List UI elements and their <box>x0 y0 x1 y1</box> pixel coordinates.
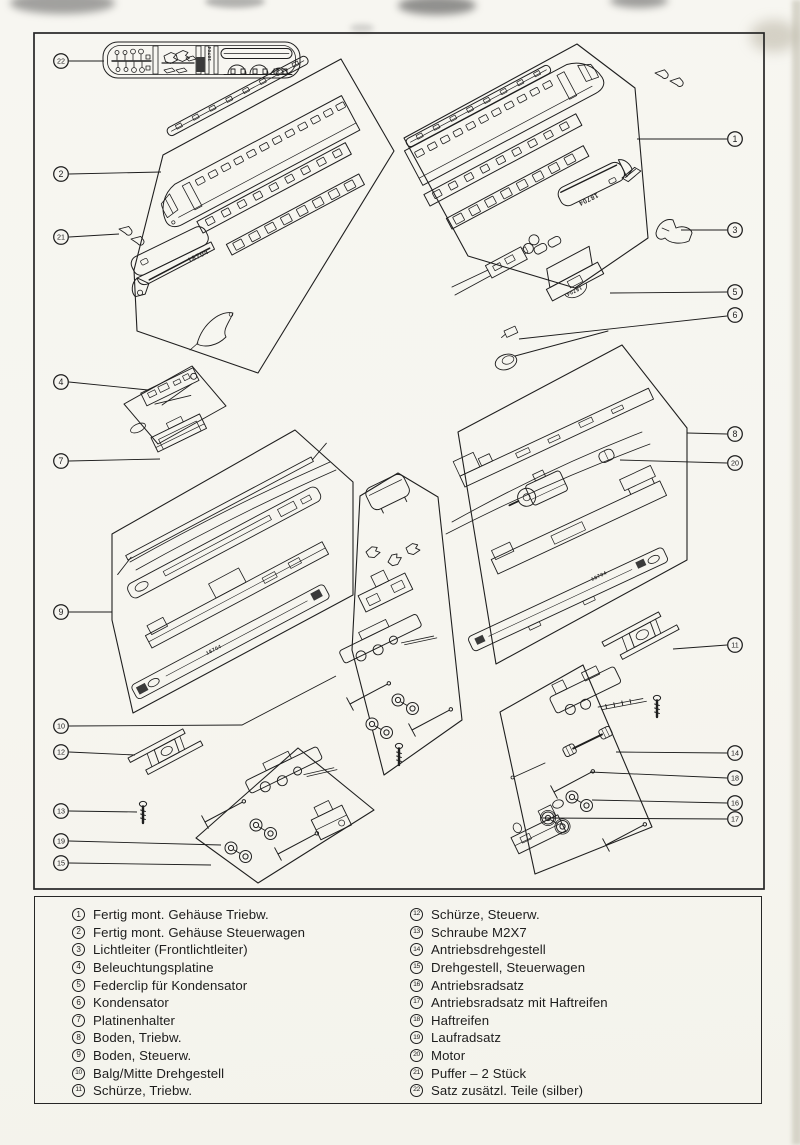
legend-item <box>72 1082 407 1100</box>
callout-number: 4 <box>58 377 64 388</box>
small-cylinders <box>533 235 562 255</box>
legend-item-number: 14 <box>410 943 423 956</box>
legend-item-label: Motor <box>431 1048 466 1064</box>
legend-item-number: 22 <box>410 1084 423 1097</box>
panel-mitte-drehgestell <box>335 472 462 775</box>
legend-item-label: Haftreifen <box>431 1012 490 1028</box>
part-number-label: 18704 <box>590 570 609 583</box>
legend-item-label: Schürze, Steuerw. <box>431 907 540 923</box>
legend-column-left <box>35 906 407 1103</box>
legend-item <box>410 1082 761 1100</box>
legend-item-number: 17 <box>410 996 423 1009</box>
callout-number: 10 <box>57 721 65 731</box>
legend-item-label: Antriebsradsatz <box>431 977 525 993</box>
legend-item <box>72 1047 407 1065</box>
schuerze-triebwagen-part <box>602 607 679 664</box>
legend-item <box>410 941 761 959</box>
federclip-kondensator <box>538 246 608 308</box>
kondensator-part <box>493 326 608 372</box>
legend-item-number: 8 <box>72 1031 85 1044</box>
legend-item-number: 15 <box>410 961 423 974</box>
legend-item-number: 2 <box>72 926 85 939</box>
callout-number: 3 <box>732 225 738 236</box>
parts-legend <box>34 896 762 1104</box>
callout-number: 17 <box>731 814 739 824</box>
legend-item <box>410 1029 761 1047</box>
callout-number: 2 <box>58 169 64 180</box>
panel-gehaeuse-triebwagen <box>404 44 648 288</box>
legend-item <box>410 976 761 994</box>
legend-item-label: Antriebsradsatz mit Haftreifen <box>431 995 608 1011</box>
schuerze-steuerwagen-part <box>128 724 203 779</box>
antriebsradsatz <box>566 791 593 812</box>
panel-antriebsdrehgestell <box>500 651 652 874</box>
legend-item-number: 21 <box>410 1067 423 1080</box>
legend-item-label: Antriebsdrehgestell <box>431 942 546 958</box>
legend-item-label: Laufradsatz <box>431 1030 502 1046</box>
legend-item-number: 11 <box>72 1084 85 1097</box>
callout-number: 9 <box>58 607 64 618</box>
legend-item-number: 6 <box>72 996 85 1009</box>
callout-number: 14 <box>731 748 739 758</box>
puffer-parts-right <box>654 69 683 87</box>
callout-number: 19 <box>57 836 65 846</box>
legend-item-label: Drehgestell, Steuerwagen <box>431 960 586 976</box>
legend-item <box>410 924 761 942</box>
legend-item-label: Puffer – 2 Stück <box>431 1065 527 1081</box>
legend-item-label: Boden, Triebw. <box>93 1030 182 1046</box>
mitte-bogie <box>335 603 437 679</box>
legend-item-number: 1 <box>72 908 85 921</box>
nose-piece-steuerwagen <box>119 224 219 299</box>
legend-item-label: Lichtleiter (Frontlichtleiter) <box>93 942 248 958</box>
legend-item-number: 10 <box>72 1067 85 1080</box>
panel-gehaeuse-steuerwagen <box>119 55 394 373</box>
legend-item-number: 16 <box>410 979 423 992</box>
callout-number: 22 <box>57 56 65 66</box>
legend-item-number: 13 <box>410 926 423 939</box>
legend-item-label: Beleuchtungsplatine <box>93 960 214 976</box>
legend-item-label: Boden, Steuerw. <box>93 1048 192 1064</box>
legend-item <box>72 994 407 1012</box>
callout-number: 5 <box>732 287 738 298</box>
legend-item <box>410 1012 761 1030</box>
callout-number: 18 <box>731 773 739 783</box>
legend-item <box>72 924 407 942</box>
legend-item-number: 3 <box>72 943 85 956</box>
panel-drehgestell-steuerwagen <box>196 735 374 883</box>
part-number-label: 18704 <box>577 191 600 207</box>
part-number-label: 18704 <box>186 248 211 265</box>
parts-sprue <box>103 42 300 78</box>
legend-item-label: Platinenhalter <box>93 1012 176 1028</box>
legend-column-right <box>407 906 761 1103</box>
legend-item <box>72 1064 407 1082</box>
legend-item <box>410 959 761 977</box>
part-number-labels <box>187 46 608 657</box>
legend-item <box>72 941 407 959</box>
callout-number: 12 <box>57 747 65 757</box>
part-number-label: 18704 <box>205 643 223 657</box>
panel-beleuchtungsplatine <box>124 366 226 444</box>
legend-item-label: Schraube M2X7 <box>431 924 527 940</box>
legend-item-label: Balg/Mitte Drehgestell <box>93 1065 225 1081</box>
legend-item-number: 7 <box>72 1014 85 1027</box>
motor-part <box>502 464 569 516</box>
schraube-part <box>139 801 146 823</box>
callout-number: 13 <box>57 806 65 816</box>
legend-item <box>410 994 761 1012</box>
legend-item-label: Federclip für Kondensator <box>93 977 248 993</box>
lichtleiter-part <box>656 220 692 244</box>
legend-item <box>410 906 761 924</box>
schraube-part-2 <box>653 695 660 717</box>
part-number-label: 18704 <box>564 284 583 298</box>
callout-number: 15 <box>57 858 65 868</box>
legend-item <box>72 1029 407 1047</box>
legend-item-number: 12 <box>410 908 423 921</box>
legend-item-number: 9 <box>72 1049 85 1062</box>
legend-item-label: Schürze, Triebw. <box>93 1083 193 1099</box>
legend-item <box>72 906 407 924</box>
legend-item <box>410 1064 761 1082</box>
legend-item-number: 19 <box>410 1031 423 1044</box>
beleuchtungsplatine-triebwagen <box>452 233 545 295</box>
platinenhalter-part <box>148 409 206 452</box>
part-number-label: 18704 <box>207 46 212 61</box>
haftreifen-ring <box>551 798 564 809</box>
callout-number: 21 <box>57 232 65 242</box>
callout-number: 16 <box>731 798 739 808</box>
legend-item <box>410 1047 761 1065</box>
legend-item-label: Fertig mont. Gehäuse Steuerwagen <box>93 924 306 940</box>
callout-number: 11 <box>731 640 739 650</box>
callout-number: 1 <box>732 134 738 145</box>
legend-item-label: Kondensator <box>93 995 169 1011</box>
legend-item <box>72 976 407 994</box>
callout-number: 7 <box>58 456 64 467</box>
legend-item-label: Satz zusätzl. Teile (silber) <box>431 1083 584 1099</box>
legend-item-number: 20 <box>410 1049 423 1062</box>
callout-number: 20 <box>731 458 739 468</box>
callout-number: 8 <box>732 429 738 440</box>
callout-number: 6 <box>732 310 738 321</box>
legend-item-label: Fertig mont. Gehäuse Triebw. <box>93 907 269 923</box>
legend-item <box>72 959 407 977</box>
legend-item-number: 5 <box>72 979 85 992</box>
legend-item-number: 4 <box>72 961 85 974</box>
legend-item <box>72 1012 407 1030</box>
legend-item-number: 18 <box>410 1014 423 1027</box>
driveshaft <box>562 726 613 758</box>
panel-boden-steuerwagen <box>109 430 353 713</box>
